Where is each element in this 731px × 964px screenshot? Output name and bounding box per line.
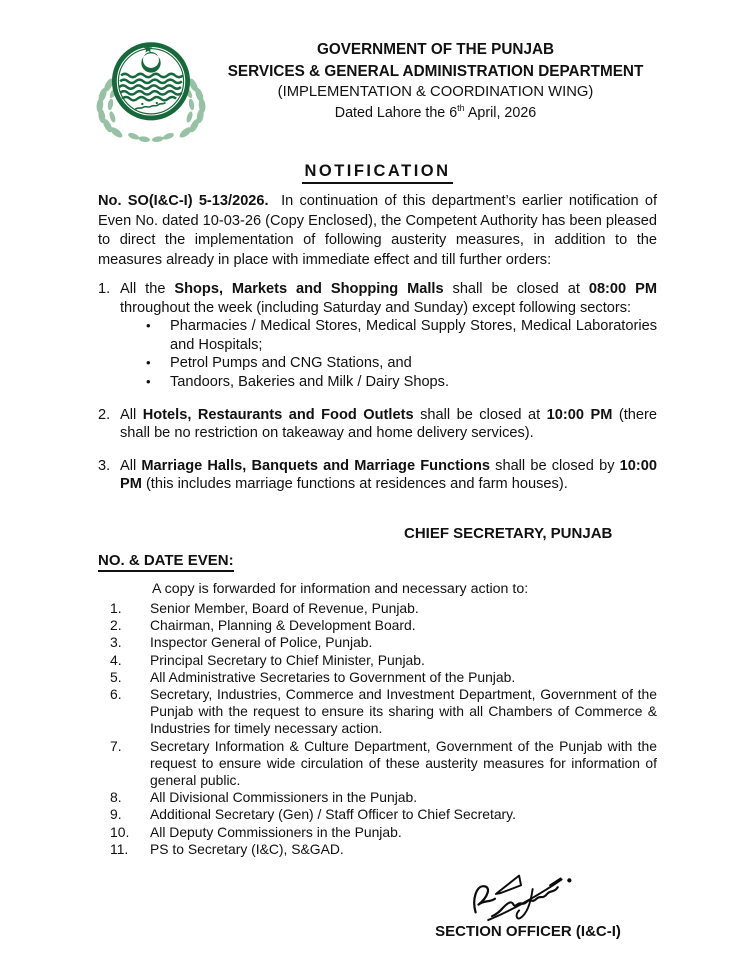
item-number: 11. [110,840,129,857]
item-text: Inspector General of Police, Punjab. [150,634,373,651]
distribution-item [110,806,657,823]
forwarding-line: A copy is forwarded for information and necessary action to: [152,580,529,597]
measure-number: 2. [98,406,111,423]
distribution-item [110,669,657,686]
date-prefix: Dated Lahore the 6 [334,105,458,121]
distribution-item [110,652,657,669]
punjab-emblem-icon [88,35,214,148]
distribution-item [110,600,657,617]
measure-text [120,457,657,494]
distribution-item [110,634,657,651]
wheat-wreath-right [178,77,206,139]
measure-post: (this includes marriage functions at residences and farm houses). [141,476,568,493]
measure-pre: All [120,457,142,474]
item-number: 4. [110,651,122,668]
distribution-item [110,824,657,841]
distribution-list [110,600,657,858]
item-number: 6. [110,685,122,702]
measure-subject: Marriage Halls, Banquets and Marriage Functions [141,457,490,474]
measure-subject: Hotels, Restaurants and Food Outlets [142,406,414,423]
document-header [88,35,657,148]
distribution-item [110,738,657,790]
chief-secretary-signatory: CHIEF SECRETARY, PUNJAB [404,524,613,542]
item-number: 7. [110,737,122,754]
item-number: 3. [110,634,122,651]
item-number: 10. [110,823,130,840]
date-suffix: April, 2026 [464,105,537,121]
item-text: All Administrative Secretaries to Government of the Punjab. [150,668,516,685]
bullet-icon: • [146,318,151,334]
measure-subject: Shops, Markets and Shopping Malls [174,281,444,297]
item-text: All Divisional Commissioners in the Punjab. [150,789,418,806]
wheat-wreath-bottom [127,132,174,143]
bullet-icon: • [146,355,151,371]
item-number: 9. [110,806,122,823]
date-ordinal: th [457,103,465,114]
item-text: Additional Secretary (Gen) / Staff Officer to Chief Secretary. [150,806,516,823]
distribution-item [110,686,657,738]
exception-bullet-1 [120,317,657,354]
distribution-item [110,841,657,858]
measure-post: (there shall be no restriction on takeaway and home delivery services). [120,406,657,442]
item-text: All Deputy Commissioners in the Punjab. [150,823,402,840]
measure-post: throughout the week (including Saturday and Sunday) except following sectors: [120,299,632,316]
item-text: Secretary, Industries, Commerce and Investment Department, Government of the Punjab with the request to ensure its sharing with all Chambers of Commerce & Industries for timely necessary action. [150,685,657,737]
measure-number: 3. [98,457,111,474]
title-wrap [98,162,657,184]
item-text: Secretary Information & Culture Department, Government of the Punjab with the request to ensure wide circulation of these austerity measures for information of general public. [150,737,657,788]
measure-item-2 [98,406,657,443]
measure-mid: shall be closed by [489,457,620,474]
bullet-text: Pharmacies / Medical Stores, Medical Supply Stores, Medical Laboratories and Hospitals; [170,318,657,353]
item-text: Senior Member, Board of Revenue, Punjab. [150,599,419,616]
department-name: SERVICES & GENERAL ADMINISTRATION DEPARTMENT [227,62,644,80]
measure-item-3 [98,457,657,494]
item-number: 8. [110,789,122,806]
urdu-calligraphy [135,102,166,110]
measure-number: 1. [98,281,111,297]
date-line [214,103,657,124]
distribution-item [110,789,657,806]
item-text: Chairman, Planning & Development Board. [150,617,416,634]
emblem-svg [88,35,214,143]
wing-name: (IMPLEMENTATION & COORDINATION WING) [277,84,594,100]
item-number: 1. [110,599,122,616]
exception-bullet-2 [120,354,657,373]
bullet-text: Petrol Pumps and CNG Stations, and [170,355,412,372]
item-text: Principal Secretary to Chief Minister, Punjab. [150,651,425,668]
measure-pre: All the [120,281,175,297]
item-number: 2. [110,617,122,634]
signature-icon [468,864,576,922]
measure-mid: shall be closed at [443,281,589,297]
intro-paragraph [98,192,657,270]
measure-time: 10:00 PM [546,406,613,423]
no-date-even-heading [98,552,657,572]
intro-text: In continuation of this department’s earlier notification of Even No. dated 10-03-26 (Copy Enclosed), the Competent Authority has been pleased to direct the implementation of following austerity measures, in addition to the measures already in place with immediate effect and till further orders: [98,193,657,268]
page-title: NOTIFICATION [302,162,452,184]
measure-item-1 [98,280,657,392]
no-date-even-label: NO. & DATE EVEN: [98,552,234,572]
item-number: 5. [110,668,122,685]
letterhead-text [214,35,657,148]
measure-time: 10:00 PM [120,457,657,493]
signature-block [428,864,628,940]
item-text: PS to Secretary (I&C), S&GAD. [150,840,344,857]
measure-text [120,406,657,443]
measures-list [98,280,657,494]
distribution-item [110,617,657,634]
measure-mid: shall be closed at [413,406,547,423]
measure-time: 08:00 PM [588,281,657,297]
government-name: GOVERNMENT OF THE PUNJAB [316,41,555,58]
bullet-icon: • [146,373,151,389]
crescent-icon [141,52,160,73]
measure-pre: All [120,406,143,423]
section-officer-title: SECTION OFFICER (I&C-I) [435,922,621,940]
measure-text [120,280,657,392]
bullet-text: Tandoors, Bakeries and Milk / Dairy Shops. [170,373,450,390]
rivers-waves [119,74,183,101]
notification-number: No. SO(I&C-I) 5-13/2026. [98,193,269,209]
exception-bullet-3 [120,373,657,392]
